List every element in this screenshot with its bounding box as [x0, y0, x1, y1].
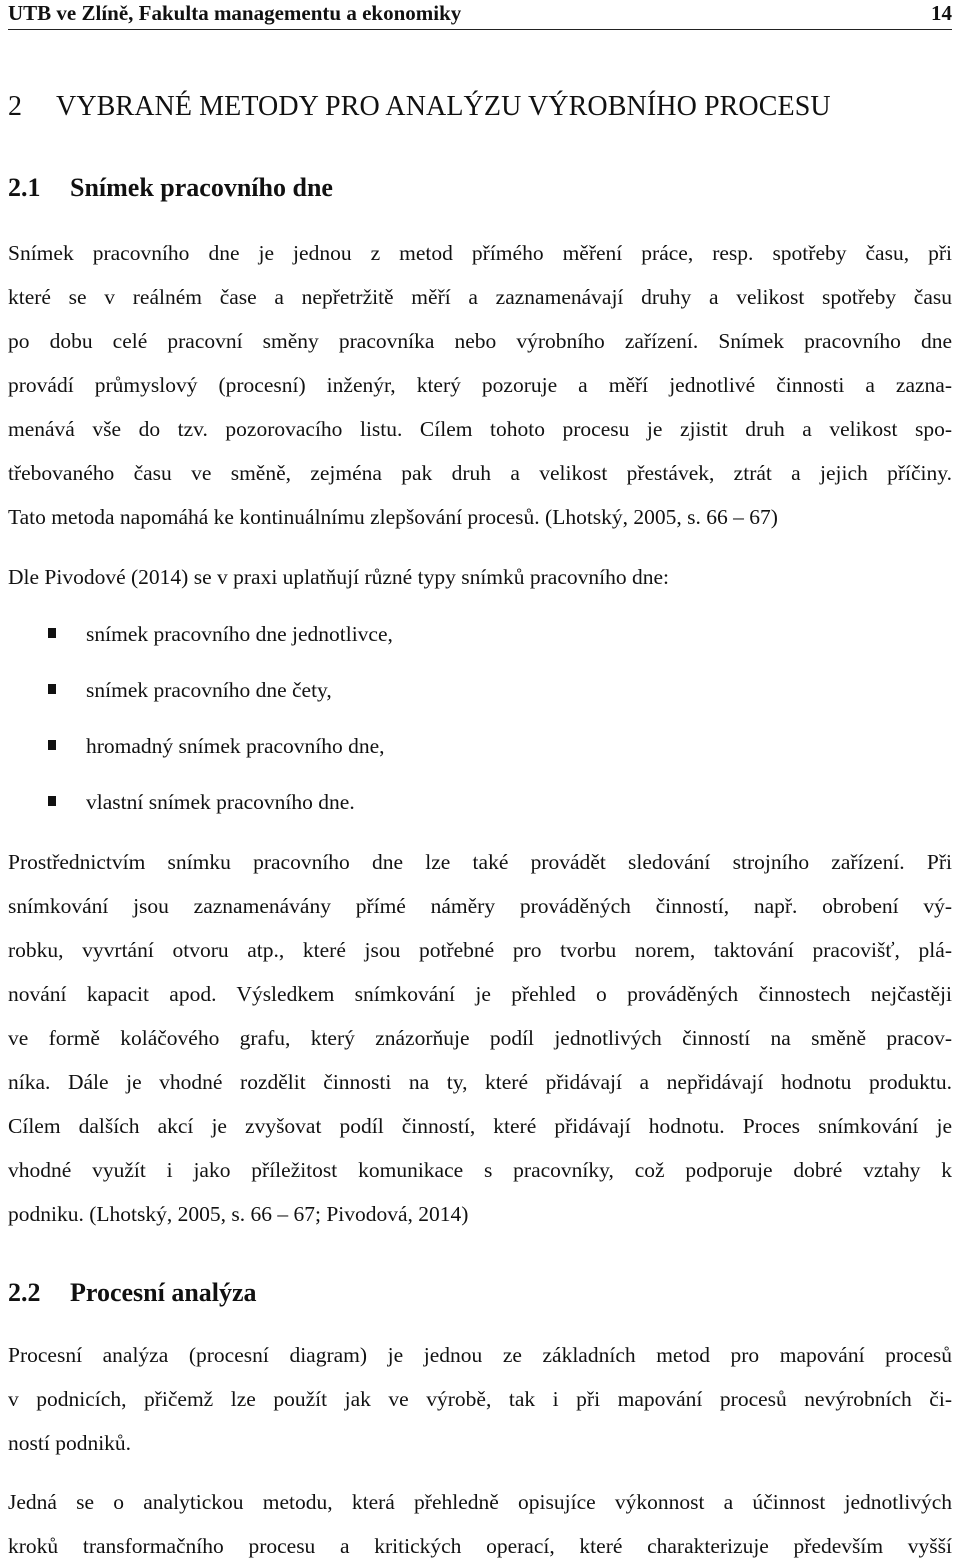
paragraph-snimkovani — [8, 840, 952, 1236]
text-line: ností podniků. — [8, 1431, 132, 1455]
page-number: 14 — [931, 1, 952, 25]
paragraph-snimek-intro — [8, 231, 952, 539]
text-line: Jedná se o analytickou metodu, která přehledně opisujíce výkonnost a účinnost jednotlivých — [8, 1490, 952, 1514]
text-line: provádí průmyslový (procesní) inženýr, který pozoruje a měří jednotlivé činnosti a zazna- — [8, 373, 952, 397]
header-title: UTB ve Zlíně, Fakulta managementu a ekonomiky — [8, 1, 462, 25]
list-item — [48, 620, 748, 676]
text-line: ve formě koláčového grafu, který znázorňuje podíl jednotlivých činností na směně pracov- — [8, 1026, 952, 1050]
section-heading-2-1 — [8, 171, 333, 205]
paragraph-types-intro — [8, 555, 952, 599]
text-line: podniku. (Lhotský, 2005, s. 66 – 67; Pivodová, 2014) — [8, 1202, 469, 1226]
text-line: v podnicích, přičemž lze použít jak ve výrobě, tak i při mapování procesů nevýrobních či- — [8, 1387, 952, 1411]
list-item-text: hromadný snímek pracovního dne, — [86, 734, 385, 758]
text-line: Cílem dalších akcí je zvyšovat podíl činností, které přidávají hodnotu. Proces snímkování je — [8, 1114, 952, 1138]
text-line: Dle Pivodové (2014) se v praxi uplatňují různé typy snímků pracovního dne: — [8, 565, 669, 589]
text-line: snímkování jsou zaznamenávány přímé náměry prováděných činností, např. obrobení vý- — [8, 894, 952, 918]
list-item-text: vlastní snímek pracovního dne. — [86, 790, 355, 814]
text-line: kroků transformačního procesu a kritických operací, které charakterizuje především vyšší — [8, 1534, 952, 1558]
running-header — [8, 0, 952, 30]
text-line: Tato metoda napomáhá ke kontinuálnímu zlepšování procesů. (Lhotský, 2005, s. 66 – 67) — [8, 505, 778, 529]
text-line: vhodné využít i jako příležitost komunikace s pracovníky, což podporuje dobré vztahy k — [8, 1158, 952, 1182]
list-item — [48, 732, 748, 788]
text-line: robku, vyvrtání otvoru atp., které jsou potřebné pro tvorbu norem, taktování pracovišť, plá- — [8, 938, 952, 962]
list-item-text: snímek pracovního dne jednotlivce, — [86, 622, 393, 646]
section-heading-2-2 — [8, 1276, 257, 1310]
paragraph-analyticka-metoda — [8, 1480, 952, 1568]
bullet-square-icon — [48, 740, 56, 750]
bullet-square-icon — [48, 796, 56, 806]
section-number: 2.1 — [8, 173, 41, 202]
text-line: Prostřednictvím snímku pracovního dne lze také provádět sledování strojního zařízení. Při — [8, 850, 952, 874]
section-number: 2.2 — [8, 1278, 41, 1307]
list-item-text: snímek pracovního dne čety, — [86, 678, 332, 702]
text-line: Snímek pracovního dne je jednou z metod přímého měření práce, resp. spotřeby času, při — [8, 241, 952, 265]
list-item — [48, 788, 748, 844]
bullet-square-icon — [48, 628, 56, 638]
text-line: menává vše do tzv. pozorovacího listu. Cílem tohoto procesu je zjistit druh a velikost spo- — [8, 417, 952, 441]
text-line: třebovaného času ve směně, zejména pak druh a velikost přestávek, ztrát a jejich příčiny. — [8, 461, 952, 485]
chapter-heading — [8, 89, 831, 125]
text-line: které se v reálném čase a nepřetržitě měří a zaznamenávají druhy a velikost spotřeby času — [8, 285, 952, 309]
chapter-number: 2 — [8, 91, 23, 122]
section-title: Snímek pracovního dne — [70, 173, 333, 202]
paragraph-procesni-analyza — [8, 1333, 952, 1465]
text-line: po dobu celé pracovní směny pracovníka nebo výrobního zařízení. Snímek pracovního dne — [8, 329, 952, 353]
bullet-list — [48, 620, 748, 844]
chapter-title: VYBRANÉ METODY PRO ANALÝZU VÝROBNÍHO PROCESU — [56, 91, 831, 122]
text-line: níka. Dále je vhodné rozdělit činnosti na ty, které přidávají a nepřidávají hodnotu produktu. — [8, 1070, 952, 1094]
text-line: Procesní analýza (procesní diagram) je jednou ze základních metod pro mapování procesů — [8, 1343, 952, 1367]
list-item — [48, 676, 748, 732]
bullet-square-icon — [48, 684, 56, 694]
section-title: Procesní analýza — [70, 1278, 257, 1307]
text-line: nování kapacit apod. Výsledkem snímkování je přehled o prováděných činnostech nejčastěji — [8, 982, 952, 1006]
